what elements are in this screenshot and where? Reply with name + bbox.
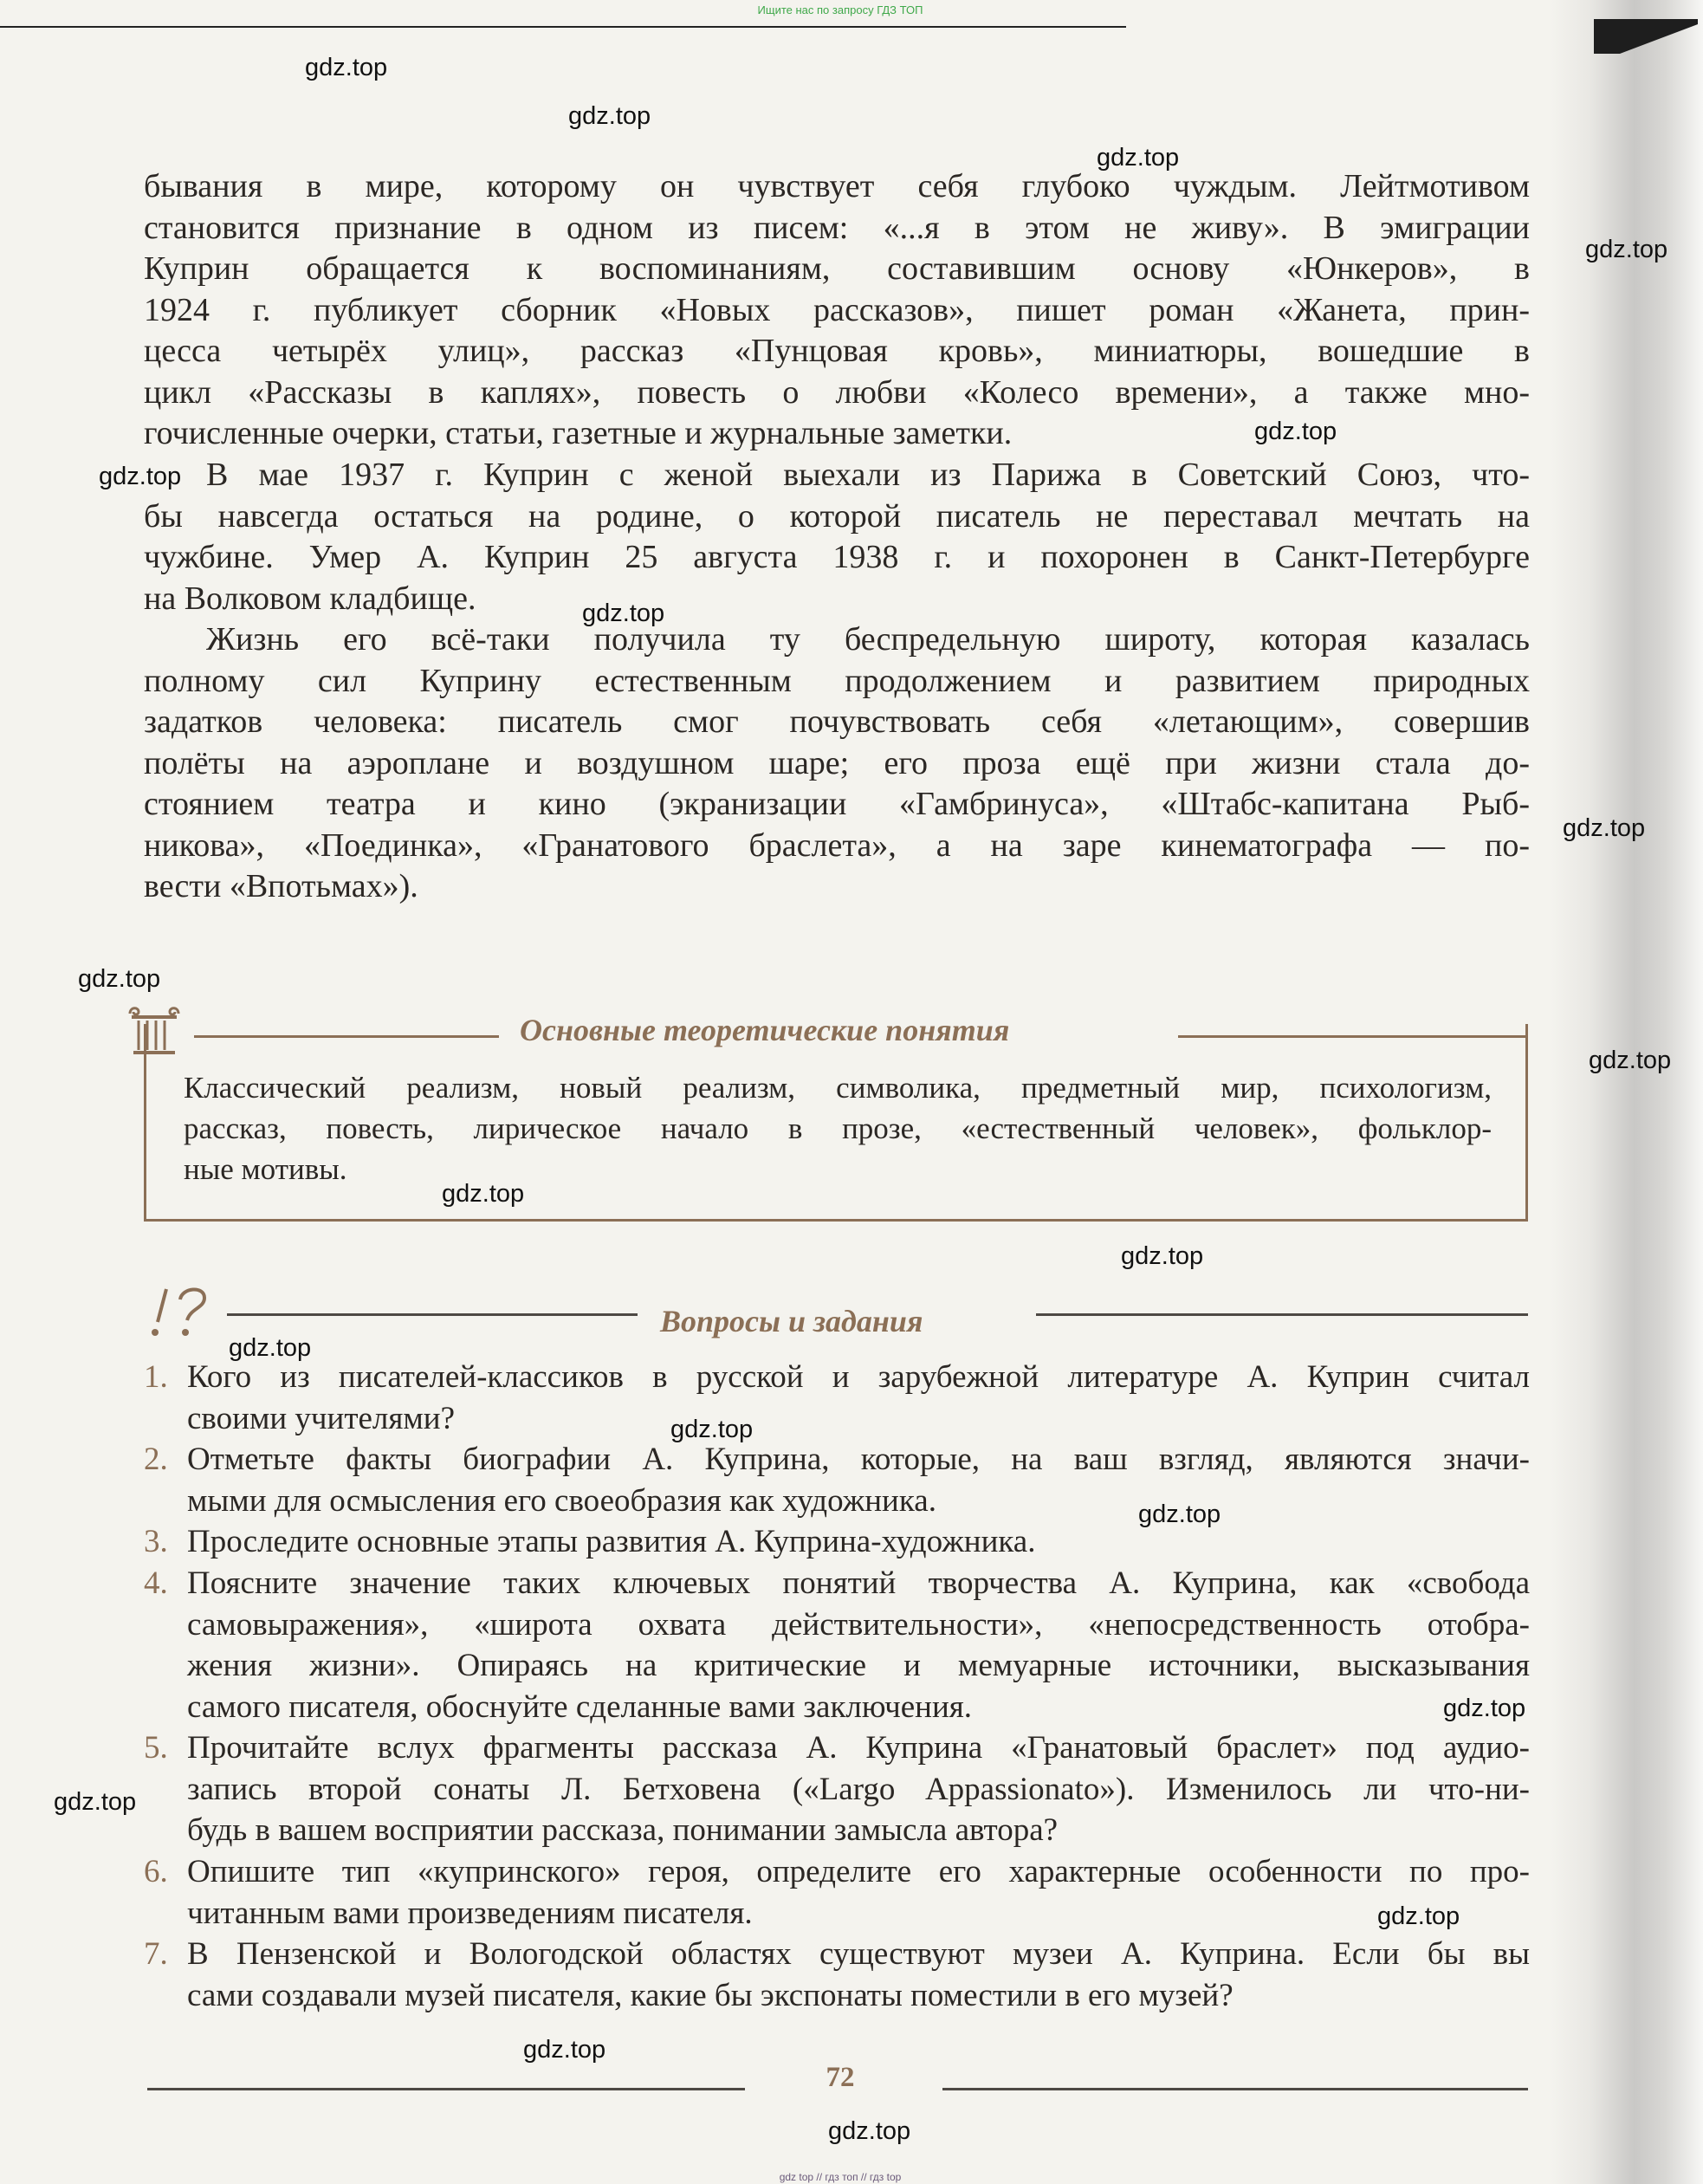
concepts-list: Классический реализм, новый реализм, символика, предметный мир, психологизм, рассказ, повесть, лирическое начало в прозе, «естественный человек», фольклор- ные мотивы. — [184, 1071, 1492, 1186]
watermark: gdz.top — [442, 1180, 525, 1208]
watermark: gdz.top — [1254, 418, 1337, 445]
top-divider — [0, 26, 1126, 28]
watermark: gdz.top — [1589, 1047, 1672, 1074]
page-corner-icon — [1594, 19, 1698, 54]
watermark: gdz.top — [1585, 236, 1668, 263]
concepts-title: Основные теоретические понятия — [520, 1013, 1010, 1047]
question-marks-icon — [146, 1284, 215, 1345]
watermark: gdz.top — [54, 1788, 137, 1816]
watermark: gdz.top — [568, 102, 651, 130]
page-gutter-shadow — [1551, 0, 1703, 2184]
watermark: gdz.top — [99, 463, 182, 490]
top-banner — [0, 0, 1703, 24]
page-number: 72 — [826, 2062, 855, 2093]
watermark: gdz.top — [1097, 144, 1180, 172]
footer-rule-right — [942, 2088, 1528, 2090]
watermark: gdz.top — [1563, 814, 1646, 842]
search-hint: Ищите нас по запросу ГДЗ ТОП — [757, 3, 923, 16]
watermark: gdz.top — [582, 599, 665, 627]
questions-rule-right — [1036, 1313, 1528, 1316]
watermark: gdz.top — [229, 1334, 312, 1362]
watermark: gdz.top — [1121, 1242, 1204, 1270]
watermark: gdz.top — [828, 2117, 911, 2145]
paragraph-legacy: Жизнь его всё-таки получила ту беспредельную широту, которая казалась полному сил Куприну естественным продолжением и развитием природных задатков человека: писатель смог почувствовать себя «летающим», совершив полёты на аэроплане и воздушном шаре; его проза ещё при жизни стала до- стоянием театра и кино (экранизации «Гамбринуса», «Штабс-капитана Рыб- никова», «Поединка», «Гранатового браслета», а на заре кинематографа — по- вести «Впотьмах»). — [144, 621, 1530, 904]
watermark: gdz.top — [1138, 1500, 1221, 1528]
paragraph-return: В мае 1937 г. Куприн с женой выехали из Парижа в Советский Союз, что- бы навсегда остаться на родине, о которой писатель не переставал мечтать на чужбине. Умер А. Куприн 25 августа 1938 г. и похоронен в Санкт-Петербурге на Волковом кладбище. — [144, 457, 1530, 617]
questions-title: Вопросы и задания — [660, 1304, 923, 1338]
watermark: gdz.top — [670, 1416, 754, 1443]
watermark: gdz.top — [1443, 1695, 1526, 1722]
watermark: gdz.top — [523, 2036, 606, 2064]
questions-rule-left — [227, 1313, 638, 1316]
watermark: gdz.top — [305, 54, 388, 81]
watermark: gdz.top — [78, 965, 161, 993]
paragraph-emigration: бывания в мире, которому он чувствует себя глубоко чуждым. Лейтмотивом становится признание в одном из писем: «...я в этом не живу». В эмиграции Куприн обращается к воспоминаниям, составившим основу «Юнкеров», в 1924 г. публикует сборник «Новых рассказов», пишет роман «Жанета, прин- цесса четырёх улиц», рассказ «Пунцовая кровь», миниатюры, вошедшие в цикл «Рассказы в каплях», повесть о любви «Колесо времени», а также мно- гочисленные очерки, статьи, газетные и журнальные заметки. — [144, 168, 1530, 451]
watermark: gdz.top — [1377, 1902, 1460, 1930]
footer-rule-left — [147, 2088, 745, 2090]
bottom-links[interactable]: gdz top // гдз топ // гдз top — [779, 2171, 902, 2183]
